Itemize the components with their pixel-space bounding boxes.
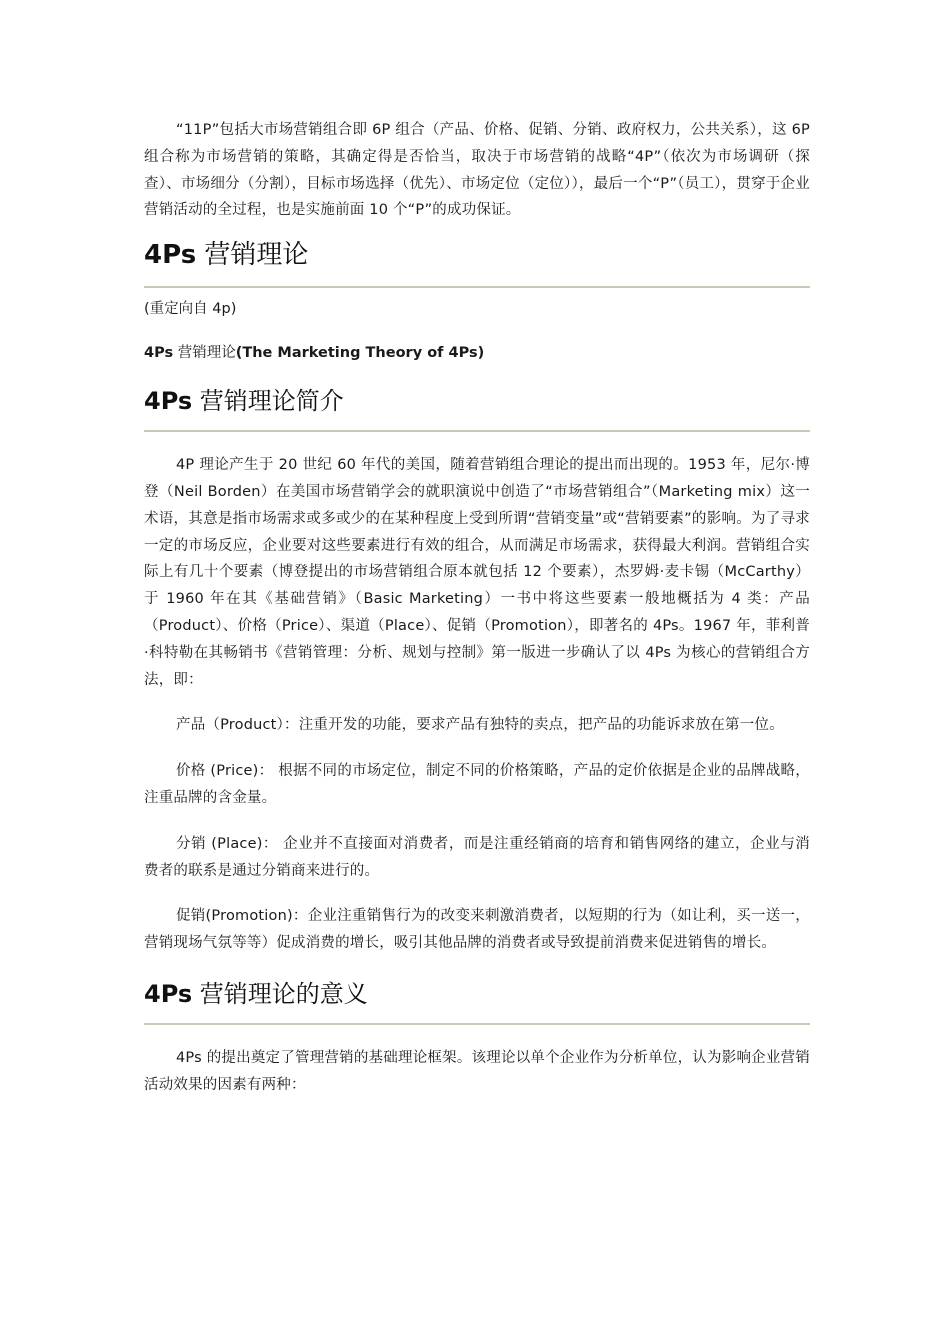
price-paragraph: 价格 (Price)： 根据不同的市场定位，制定不同的价格策略，产品的定价依据是企业的品牌战略，注重品牌的含金量。 xyxy=(144,763,810,806)
section-heading-meaning xyxy=(144,977,810,1011)
main-heading xyxy=(144,238,810,272)
meaning-paragraph: 4Ps 的提出奠定了管理营销的基础理论框架。该理论以单个企业作为分析单位，认为影响企业营销活动效果的因素有两种： xyxy=(144,1049,810,1093)
place-paragraph: 分销 (Place)： 企业并不直接面对消费者，而是注重经销商的培育和销售网络的建立，企业与消费者的联系是通过分销商来进行的。 xyxy=(144,835,810,879)
intro-history-paragraph: 4P 理论产生于 20 世纪 60 年代的美国，随着营销组合理论的提出而出现的。1953 年，尼尔·博登（Neil Borden）在美国市场营销学会的就职演说中创造了“市场营销组合”（Marketing mix）这一术语，其意是指市场需求或多或少的在某种程度上受到所谓“营销变量”或“营销要素”的影响。为了寻求一定的市场反应，企业要对这些要素进行有效的组合，从而满足市场需求，获得最大利润。营销组合实际上有几十个要素（博登提出的市场营销组合原本就包括 12 个要素），杰罗姆·麦卡锡（McCarthy）于 1960 年在其《基础营销》（Basic Marketing）一书中将这些要素一般地概括为 4 类：产品（Product）、价格（Price）、渠道（Place）、促销（Promotion），即著名的 4Ps。1967 年，菲利普·科特勒在其畅销书《营销管理：分析、规划与控制》第一版进一步确认了以 4Ps 为核心的营销组合方法，即： xyxy=(144,457,810,688)
main-heading-text: 营销理论 xyxy=(196,240,309,271)
redirect-note: (重定向自 4p) xyxy=(144,301,237,318)
divider xyxy=(144,286,810,288)
section-heading-intro-prefix: 4Ps xyxy=(144,387,193,416)
document-page xyxy=(144,117,810,1099)
subtitle-en: (The Marketing Theory of 4Ps) xyxy=(235,345,485,362)
divider xyxy=(144,430,810,432)
divider xyxy=(144,1023,810,1025)
section-heading-intro xyxy=(144,384,810,418)
intro-paragraph: “11P”包括大市场营销组合即 6P 组合（产品、价格、促销、分销、政府权力，公共关系），这 6P 组合称为市场营销的策略，其确定得是否恰当，取决于市场营销的战略“4P”（依次为市场调研（探查）、市场细分（分割），目标市场选择（优先）、市场定位（定位）），最后一个“P”（员工），贯穿于企业营销活动的全过程，也是实施前面 10 个“P”的成功保证。 xyxy=(144,122,810,219)
section-heading-meaning-text: 营销理论的意义 xyxy=(192,979,368,1008)
promotion-paragraph: 促销(Promotion)：企业注重销售行为的改变来刺激消费者，以短期的行为（如让利，买一送一，营销现场气氛等等）促成消费的增长，吸引其他品牌的消费者或导致提前消费来促进销售的增长。 xyxy=(144,908,810,952)
section-heading-meaning-prefix: 4Ps xyxy=(144,979,193,1008)
subtitle-prefix: 4Ps xyxy=(144,345,174,362)
section-heading-intro-text: 营销理论简介 xyxy=(192,387,344,416)
subtitle-cn: 营销理论 xyxy=(173,345,236,362)
main-heading-prefix: 4Ps xyxy=(144,240,197,271)
subtitle xyxy=(144,342,810,364)
product-paragraph: 产品（Product）：注重开发的功能，要求产品有独特的卖点，把产品的功能诉求放在第一位。 xyxy=(176,717,784,734)
